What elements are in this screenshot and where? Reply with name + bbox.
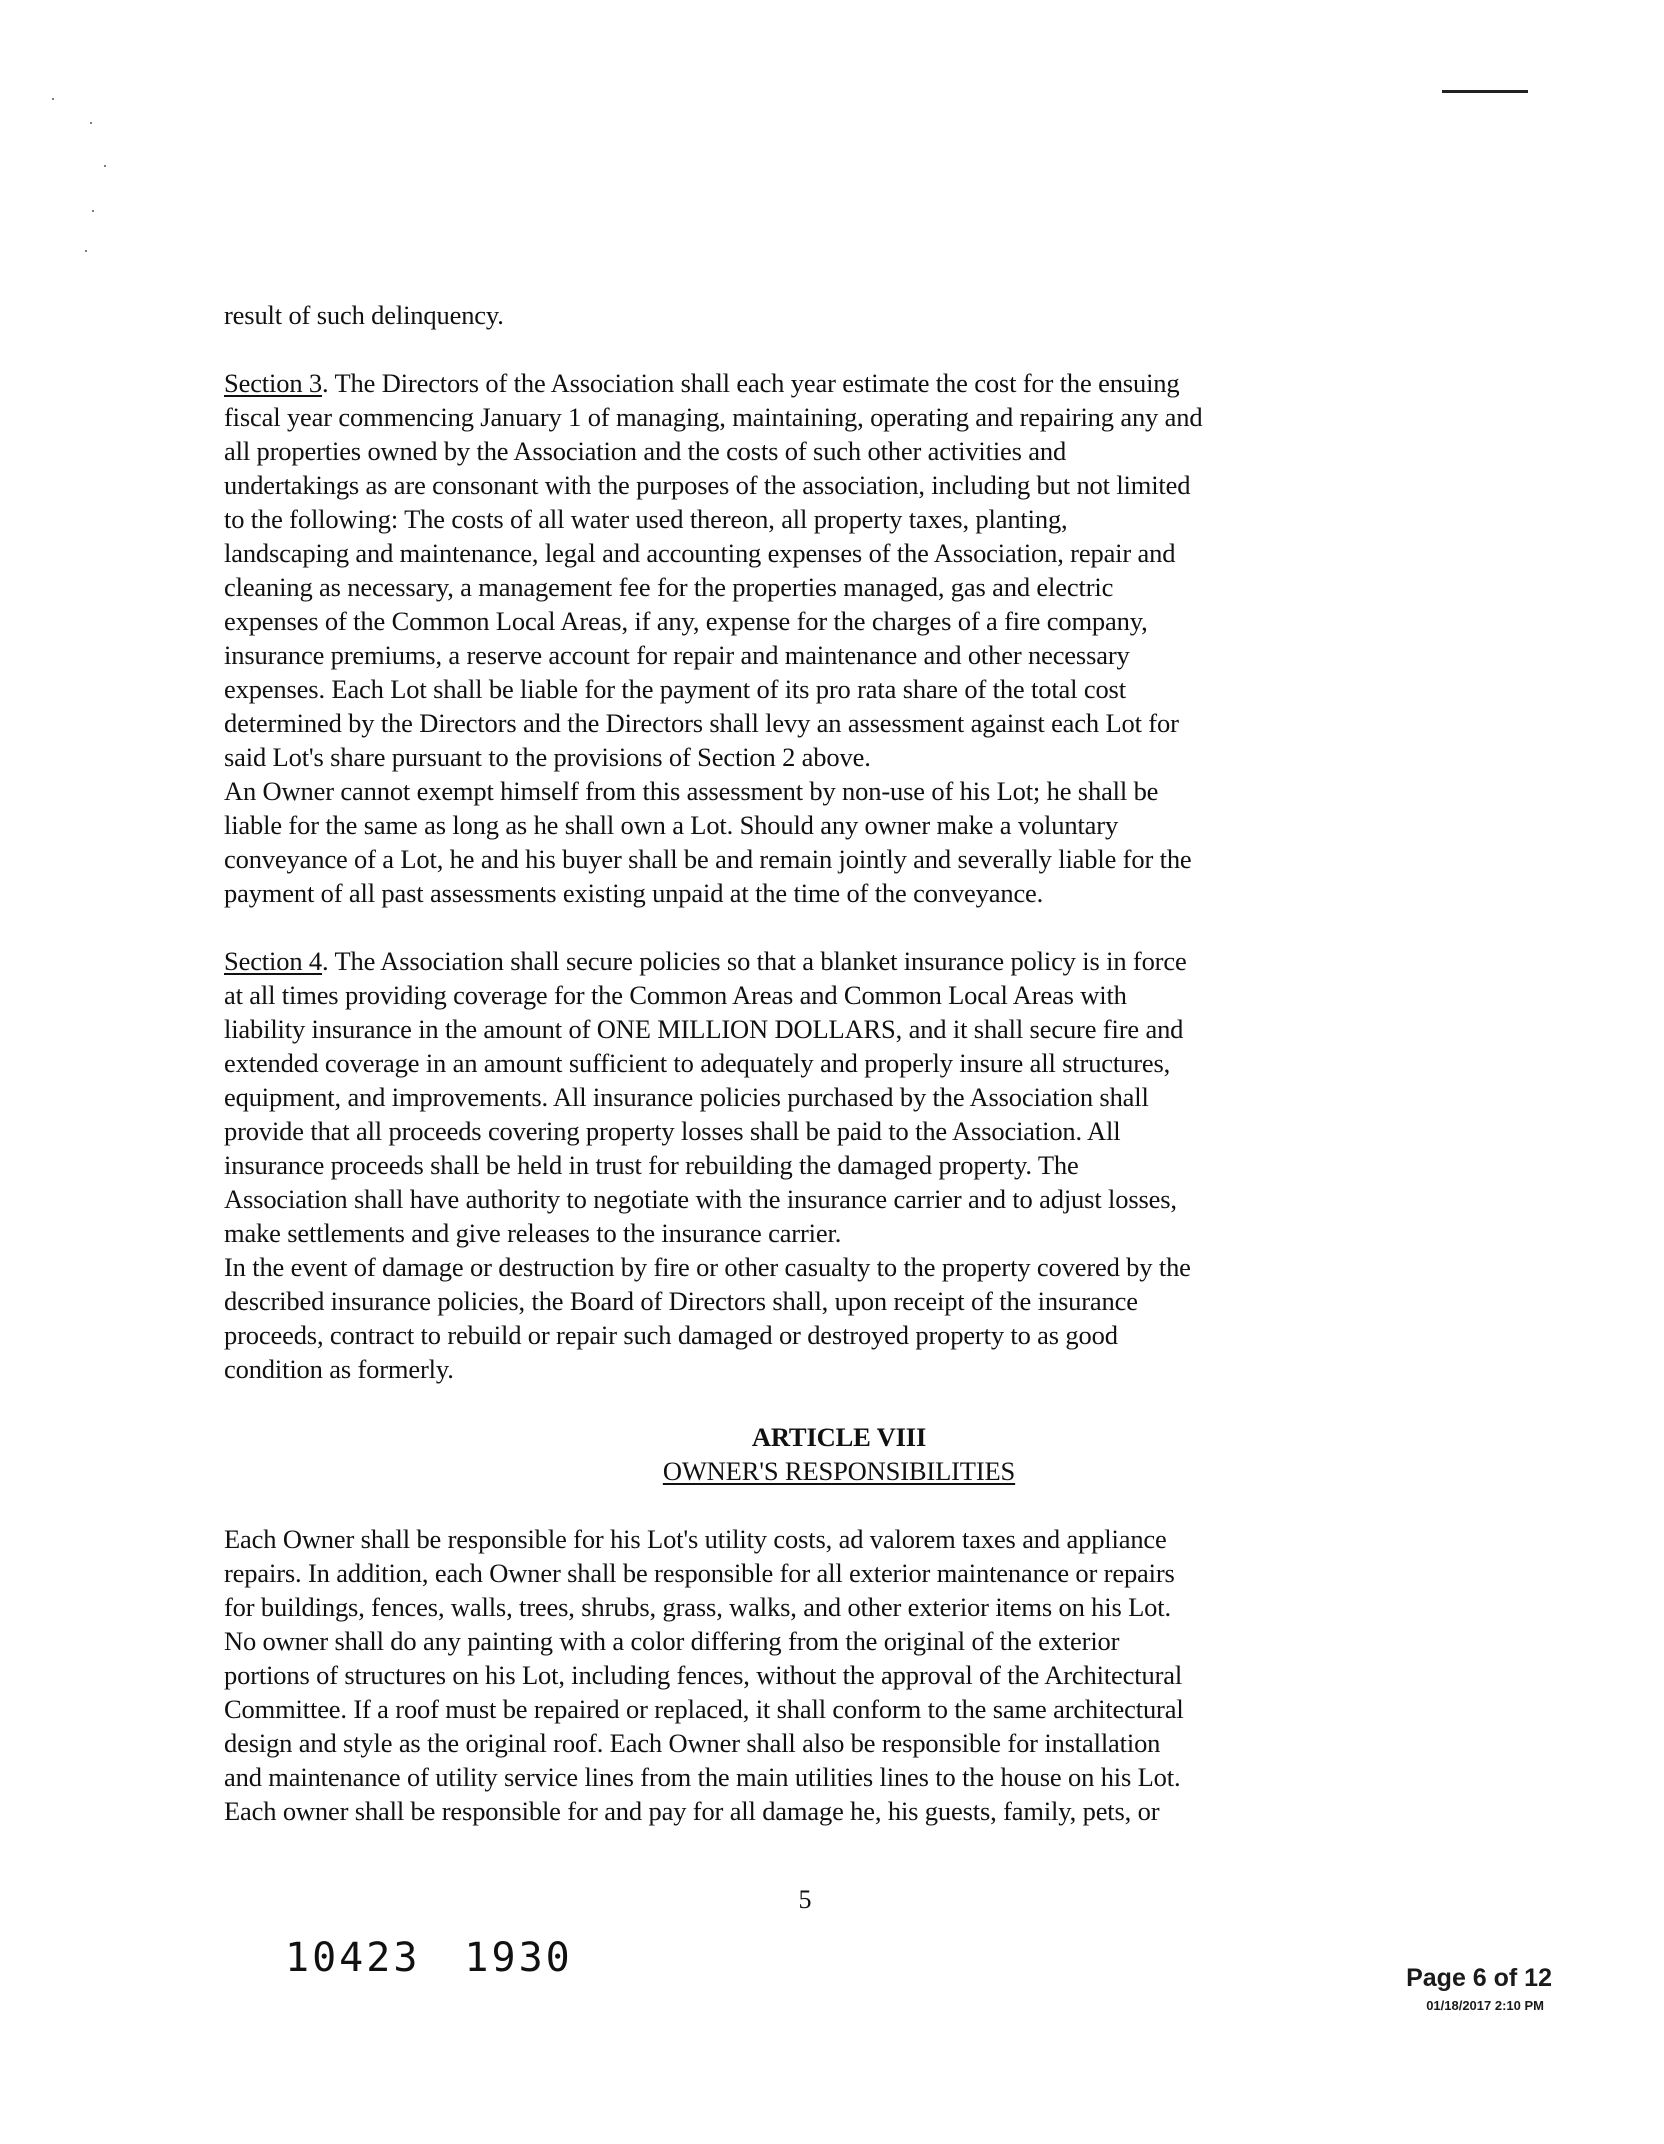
document-body — [224, 298, 1394, 1828]
text-line: payment of all past assessments existing unpaid at the time of the conveyance. — [224, 878, 1044, 908]
text-line: for buildings, fences, walls, trees, shrubs, grass, walks, and other exterior items on his Lot. — [224, 1592, 1171, 1622]
text-line: all properties owned by the Association and the costs of such other activities and — [224, 436, 1067, 466]
text-line: equipment, and improvements. All insurance policies purchased by the Association shall — [224, 1082, 1149, 1112]
text-line: In the event of damage or destruction by fire or other casualty to the property covered by the — [224, 1252, 1191, 1282]
text-line: insurance premiums, a reserve account for repair and maintenance and other necessary — [224, 640, 1130, 670]
page-number: 5 — [798, 1885, 812, 1914]
text-line: liable for the same as long as he shall own a Lot. Should any owner make a voluntary — [224, 810, 1119, 840]
section-text: . The Association shall secure policies so that a blanket insurance policy is in force — [322, 946, 1187, 976]
text-line: extended coverage in an amount sufficient to adequately and properly insure all structures, — [224, 1048, 1171, 1078]
section-label: Section 3 — [224, 368, 323, 398]
text-line: provide that all proceeds covering property losses shall be paid to the Association. All — [224, 1116, 1121, 1146]
text-line: to the following: The costs of all water used thereon, all property taxes, planting, — [224, 504, 1068, 534]
text-line: landscaping and maintenance, legal and accounting expenses of the Association, repair and — [224, 538, 1176, 568]
text-line: An Owner cannot exempt himself from this assessment by non-use of his Lot; he shall be — [224, 776, 1159, 806]
top-rule-mark — [1442, 90, 1528, 93]
scan-speck — [52, 98, 54, 100]
scan-speck — [90, 122, 92, 124]
text-line: Each Owner shall be responsible for his Lot's utility costs, ad valorem taxes and appliance — [224, 1524, 1167, 1554]
text-line — [224, 366, 1394, 400]
text-line: Association shall have authority to negotiate with the insurance carrier and to adjust losses, — [224, 1184, 1177, 1214]
article-subtitle: OWNER'S RESPONSIBILITIES — [662, 1456, 1016, 1486]
text-line: insurance proceeds shall be held in trust for rebuilding the damaged property. The — [224, 1150, 1079, 1180]
text-line: cleaning as necessary, a management fee for the properties managed, gas and electric — [224, 572, 1114, 602]
text-line: determined by the Directors and the Directors shall levy an assessment against each Lot for — [224, 708, 1179, 738]
text-line: condition as formerly. — [224, 1354, 454, 1384]
text-line: conveyance of a Lot, he and his buyer shall be and remain jointly and severally liable for the — [224, 844, 1192, 874]
article-title: ARTICLE VIII — [751, 1422, 927, 1452]
scan-speck — [104, 165, 106, 167]
stamp-code-1: 10423 — [285, 1935, 421, 1981]
print-timestamp: 01/18/2017 2:10 PM — [1426, 1998, 1544, 2013]
text-line: undertakings as are consonant with the purposes of the association, including but not limited — [224, 470, 1191, 500]
text-line: liability insurance in the amount of ONE MILLION DOLLARS, and it shall secure fire and — [224, 1014, 1184, 1044]
text-line: expenses of the Common Local Areas, if any, expense for the charges of a fire company, — [224, 606, 1148, 636]
text-line: expenses. Each Lot shall be liable for the payment of its pro rata share of the total cost — [224, 674, 1126, 704]
stamp-code-2: 1930 — [464, 1935, 573, 1981]
section-label: Section 4 — [224, 946, 323, 976]
text-line: at all times providing coverage for the Common Areas and Common Local Areas with — [224, 980, 1127, 1010]
text-line: portions of structures on his Lot, including fences, without the approval of the Architectural — [224, 1660, 1183, 1690]
section-4-paragraph — [224, 944, 1394, 1386]
recording-stamp — [285, 1935, 617, 1981]
article-subtitle-row — [224, 1454, 1394, 1488]
section-3-paragraph — [224, 366, 1394, 910]
text-line — [224, 944, 1394, 978]
text-line: described insurance policies, the Board of Directors shall, upon receipt of the insurance — [224, 1286, 1138, 1316]
text-line: repairs. In addition, each Owner shall be responsible for all exterior maintenance or repairs — [224, 1558, 1175, 1588]
text-line: said Lot's share pursuant to the provisions of Section 2 above. — [224, 742, 871, 772]
text-line: Committee. If a roof must be repaired or replaced, it shall conform to the same architectural — [224, 1694, 1184, 1724]
text-line: make settlements and give releases to the insurance carrier. — [224, 1218, 842, 1248]
text-line: proceeds, contract to rebuild or repair such damaged or destroyed property to as good — [224, 1320, 1118, 1350]
text-line: No owner shall do any painting with a color differing from the original of the exterior — [224, 1626, 1120, 1656]
scan-speck — [92, 210, 94, 212]
page-of-label: Page 6 of 12 — [1406, 1964, 1552, 1992]
text-line: Each owner shall be responsible for and pay for all damage he, his guests, family, pets, or — [224, 1796, 1160, 1826]
text-line: and maintenance of utility service lines from the main utilities lines to the house on his Lot. — [224, 1762, 1181, 1792]
section-text: . The Directors of the Association shall each year estimate the cost for the ensuing — [322, 368, 1180, 398]
scan-speck — [85, 250, 87, 252]
article-paragraph — [224, 1522, 1394, 1828]
text-line: design and style as the original roof. Each Owner shall also be responsible for installation — [224, 1728, 1161, 1758]
opening-line: result of such delinquency. — [224, 300, 504, 330]
text-line: fiscal year commencing January 1 of managing, maintaining, operating and repairing any and — [224, 402, 1203, 432]
